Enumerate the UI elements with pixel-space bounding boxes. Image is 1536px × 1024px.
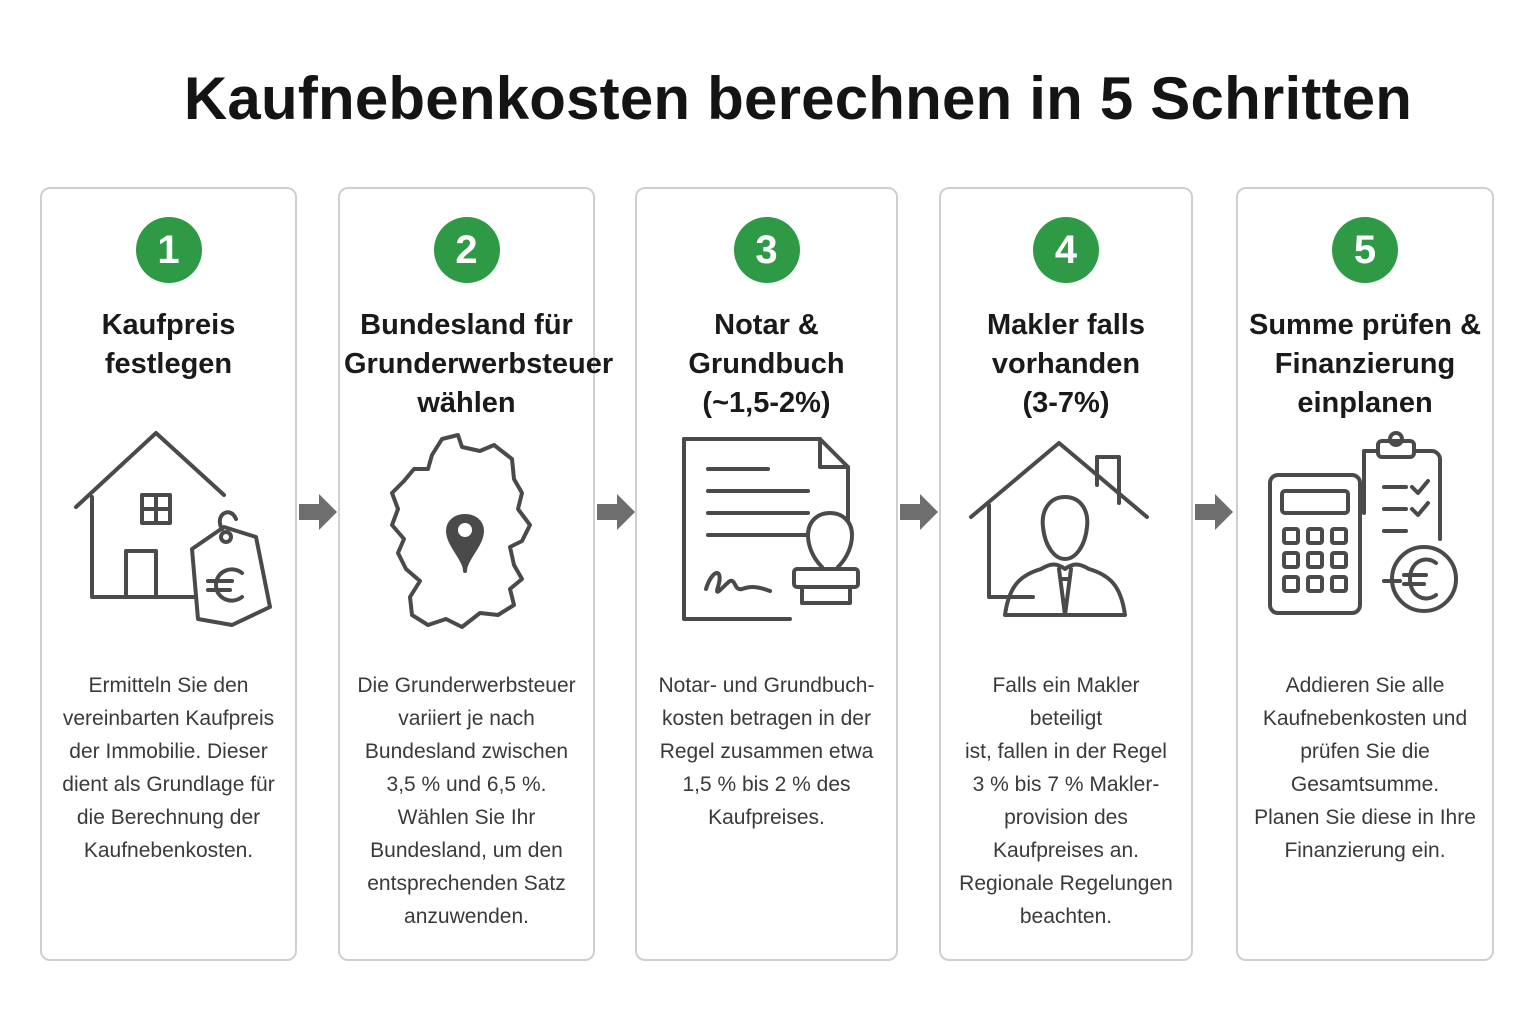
step-number-badge: 1	[136, 217, 202, 283]
step-card-1	[40, 187, 297, 961]
step-title: Makler falls vorhanden (3-7%)	[987, 309, 1145, 419]
calculator-checklist-euro-icon	[1260, 429, 1470, 639]
page-title: Kaufnebenkosten berechnen in 5 Schritten	[183, 65, 1413, 132]
step-card-3	[635, 187, 898, 961]
germany-map-pin-icon	[362, 429, 572, 639]
step-description: Falls ein Makler beteiligt ist, fallen in der Regel 3 % bis 7 % Makler- provision des Kaufpreises an. Regionale Regelungen beachten.	[959, 674, 1173, 928]
step-card-2	[338, 187, 614, 961]
step-description: Addieren Sie alle Kaufnebenkosten und prüfen Sie die Gesamtsumme. Planen Sie diese in Ihre Finanzierung ein.	[1254, 674, 1476, 862]
step-title: Bundesland für Grunderwerbsteuer wählen	[344, 309, 614, 419]
house-price-tag-icon	[64, 429, 274, 639]
house-agent-icon	[961, 429, 1171, 639]
step-title: Summe prüfen & Finanzierung einplanen	[1248, 309, 1482, 419]
step-card-5	[1236, 187, 1494, 961]
arrow-right-icon	[898, 492, 940, 532]
step-title: Notar & Grundbuch (~1,5-2%)	[688, 309, 845, 419]
arrow-right-icon	[1193, 492, 1235, 532]
step-number-badge: 5	[1332, 217, 1398, 283]
step-description: Ermitteln Sie den vereinbarten Kaufpreis der Immobilie. Dieser dient als Grundlage für die Berechnung der Kaufnebenkosten.	[62, 674, 275, 862]
step-description: Die Grunderwerbsteuer variiert je nach Bundesland zwischen 3,5 % und 6,5 %. Wählen Sie Ihr Bundesland, um den entsprechenden Satz anzuwenden.	[357, 674, 576, 928]
step-card-4	[939, 187, 1193, 961]
arrow-right-icon	[595, 492, 637, 532]
step-title: Kaufpreis festlegen	[101, 309, 236, 380]
step-number-badge: 2	[434, 217, 500, 283]
step-description: Notar- und Grundbuch- kosten betragen in der Regel zusammen etwa 1,5 % bis 2 % des Kaufpreises.	[658, 674, 875, 829]
document-stamp-icon	[662, 429, 872, 639]
step-number-badge: 4	[1033, 217, 1099, 283]
arrow-right-icon	[297, 492, 339, 532]
step-number-badge: 3	[734, 217, 800, 283]
